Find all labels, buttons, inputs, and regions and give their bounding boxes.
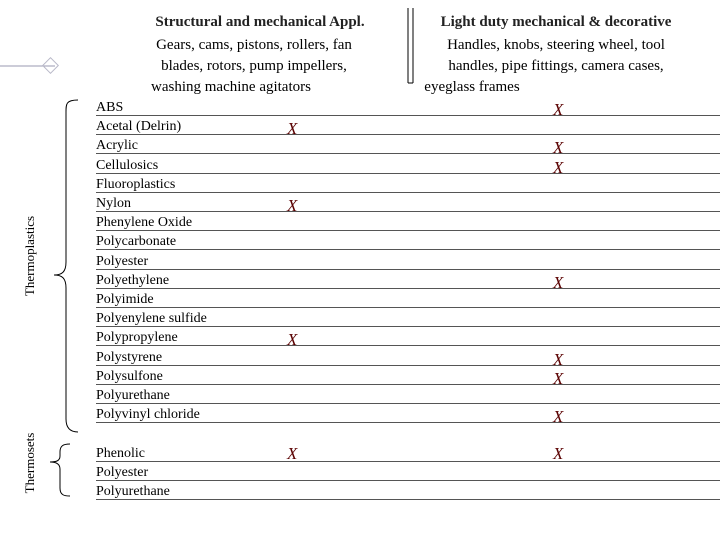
structural-header-line: Gears, cams, pistons, rollers, fan — [156, 37, 352, 53]
light-duty-mark: X — [553, 272, 564, 292]
row-rule — [96, 422, 720, 423]
row-rule — [96, 288, 720, 289]
row-rule — [96, 153, 720, 154]
light-duty-header-title: Light duty mechanical & decorative — [440, 14, 672, 30]
structural-header-line: washing machine agitators — [151, 79, 311, 95]
row-rule — [96, 480, 720, 481]
thermosets-brace-icon — [50, 444, 70, 496]
material-thermoplastics: Polyvinyl chloride — [96, 407, 200, 423]
structural-header-title: Structural and mechanical Appl. — [155, 14, 365, 30]
material-thermoplastics: Polyurethane — [96, 388, 170, 403]
row-rule — [96, 461, 720, 462]
row-rule — [96, 249, 720, 250]
material-thermosets: Polyurethane — [96, 484, 170, 500]
structural-mark: X — [287, 330, 298, 350]
row-rule — [96, 403, 720, 404]
material-thermoplastics: Polysulfone — [96, 368, 163, 384]
material-thermoplastics: Fluoroplastics — [96, 176, 176, 192]
light-duty-mark: X — [553, 100, 564, 119]
light-duty-mark: X — [553, 138, 564, 158]
light-duty-header-line: eyeglass frames — [424, 79, 520, 95]
material-thermoplastics: Polyethylene — [96, 272, 170, 288]
light-duty-mark: X — [553, 349, 564, 369]
row-rule — [96, 211, 720, 212]
light-duty-header-line: Handles, knobs, steering wheel, tool — [447, 37, 665, 53]
light-duty-mark: X — [553, 368, 564, 388]
row-rule — [96, 269, 720, 270]
material-thermoplastics: Phenylene Oxide — [96, 215, 193, 231]
thermosets-label: Thermosets — [22, 432, 37, 494]
light-duty-mark: X — [553, 444, 564, 463]
material-thermoplastics: ABS — [96, 100, 124, 115]
material-thermosets: Polyester — [96, 465, 149, 481]
row-rule — [96, 345, 720, 346]
structural-mark: X — [287, 196, 298, 215]
material-thermoplastics: Acrylic — [96, 138, 138, 154]
row-rule — [96, 173, 720, 174]
structural-header-line: blades, rotors, pump impellers, — [161, 58, 347, 74]
material-thermoplastics: Polypropylene — [96, 330, 178, 346]
material-thermoplastics: Polycarbonate — [96, 234, 177, 250]
row-rule — [96, 307, 720, 308]
thermoplastics-brace-icon — [54, 100, 78, 432]
row-rule — [96, 326, 720, 327]
light-duty-mark: X — [553, 157, 564, 177]
structural-mark: X — [287, 444, 298, 463]
row-rule — [96, 192, 720, 193]
material-thermoplastics: Polyester — [96, 253, 149, 269]
material-thermosets: Phenolic — [96, 446, 145, 461]
row-rule — [96, 230, 720, 231]
material-thermoplastics: Nylon — [96, 196, 131, 211]
row-rule — [96, 134, 720, 135]
row-rule — [96, 365, 720, 366]
material-thermoplastics: Polystyrene — [96, 349, 163, 365]
light-duty-mark: X — [553, 407, 564, 427]
light-duty-header-line: handles, pipe fittings, camera cases, — [448, 58, 664, 74]
material-thermoplastics: Polyimide — [96, 292, 154, 307]
thermoplastics-label: Thermoplastics — [22, 215, 37, 297]
structural-mark: X — [287, 119, 298, 139]
material-thermoplastics: Polyenylene sulfide — [96, 311, 207, 327]
row-rule — [96, 115, 720, 116]
row-rule — [96, 384, 720, 385]
material-thermoplastics: Acetal (Delrin) — [96, 119, 182, 135]
material-thermoplastics: Cellulosics — [96, 157, 159, 173]
row-rule — [96, 499, 720, 500]
